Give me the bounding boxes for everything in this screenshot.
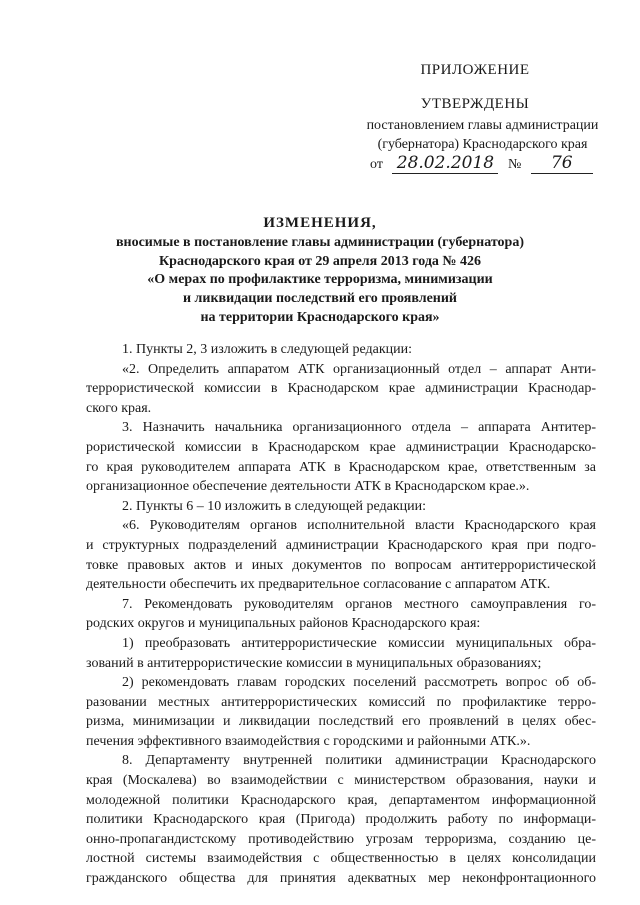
approved-heading: УТВЕРЖДЕНЫ: [420, 96, 530, 112]
number-prefix: №: [507, 157, 522, 172]
body-line: зований в антитеррористические комиссии в муниципальных образованиях;: [86, 655, 542, 671]
title-line: и ликвидации последствий его проявлений: [182, 291, 458, 307]
title-main: ИЗМЕНЕНИЯ,: [263, 215, 377, 231]
number-value: 76: [531, 153, 593, 174]
title-line: Краснодарского края от 29 апреля 2013 года № 426: [159, 253, 481, 269]
document-title: [60, 214, 580, 328]
body-line: «6. Руководителям органов исполнительной власти Краснодарского края: [122, 518, 596, 534]
title-line: вносимые в постановление главы администрации (губернатора): [115, 234, 525, 250]
body-line: 2) рекомендовать главам городских поселений рассмотреть вопрос об об-: [122, 675, 596, 691]
body-line: террористической комиссии в Краснодарском крае администрации Краснодар-: [86, 381, 596, 397]
body-line: печения эффективного взаимодействия с городскими и районными АТК.».: [86, 733, 531, 749]
body-line: организационное обеспечение деятельности АТК в Краснодарском крае.».: [86, 479, 530, 495]
document-body: [86, 340, 596, 889]
body-line: молодежной политики Краснодарского края, департаментом информационной: [86, 792, 596, 808]
body-line: товке правовых актов и иных документов по вопросам антитеррористической: [86, 557, 596, 573]
body-line: политики Краснодарского края (Пригода) продолжить работу по информаци-: [86, 812, 596, 828]
body-line: гражданского общества для принятия адекватных мер неконфронтационного: [86, 871, 596, 887]
body-line: деятельности обеспечить их предварительное согласование с аппаратом АТК.: [86, 577, 551, 593]
title-line: на территории Краснодарского края»: [200, 309, 440, 325]
body-line: ризма, минимизации и ликвидации последствий его проявлений в целях обес-: [86, 714, 596, 730]
body-line: 3. Назначить начальника организационного отдела – аппарата Антитер-: [122, 420, 596, 436]
body-line: разовании местных антитеррористических комиссий по профилактике терро-: [86, 694, 596, 710]
body-line: «2. Определить аппаратом АТК организационный отдел – аппарат Анти-: [122, 361, 596, 377]
body-line: 1. Пункты 2, 3 изложить в следующей редакции:: [122, 342, 413, 357]
body-line: родских округов и муниципальных районов Краснодарского края:: [86, 616, 481, 632]
body-line: и структурных подразделений администрации Краснодарского края при подго-: [86, 537, 596, 553]
body-line: края (Москалева) во взаимодействии с министерством образования, науки и: [86, 773, 596, 789]
title-line: «О мерах по профилактике терроризма, минимизации: [147, 272, 493, 288]
body-line: 2. Пункты 6 – 10 изложить в следующей редакции:: [122, 498, 427, 514]
decree-line-2: (губернатора) Краснодарского края: [377, 137, 588, 152]
date-number-line: [370, 153, 593, 174]
body-line: лостной системы взаимодействия с общественностью в целях консолидации: [86, 851, 596, 867]
decree-line-1: постановлением главы администрации: [366, 118, 599, 133]
date-prefix: от: [370, 157, 383, 172]
appendix-heading: ПРИЛОЖЕНИЕ: [420, 62, 530, 78]
body-line: го края руководителем аппарата АТК в Краснодарском крае, ответственным за: [86, 459, 596, 475]
body-line: ского края.: [86, 400, 152, 416]
body-line: 7. Рекомендовать руководителям органов местного самоуправления го-: [122, 596, 596, 612]
body-line: 8. Департаменту внутренней политики администрации Краснодарского: [122, 753, 596, 769]
body-line: рористической комиссии в Краснодарском крае администрации Краснодарско-: [86, 439, 596, 455]
body-line: онно-пропагандистскому противодействию угрозам терроризма, созданию це-: [86, 831, 596, 847]
date-value: 28.02.2018: [392, 153, 498, 174]
body-line: 1) преобразовать антитеррористические комиссии муниципальных обра-: [122, 635, 596, 651]
